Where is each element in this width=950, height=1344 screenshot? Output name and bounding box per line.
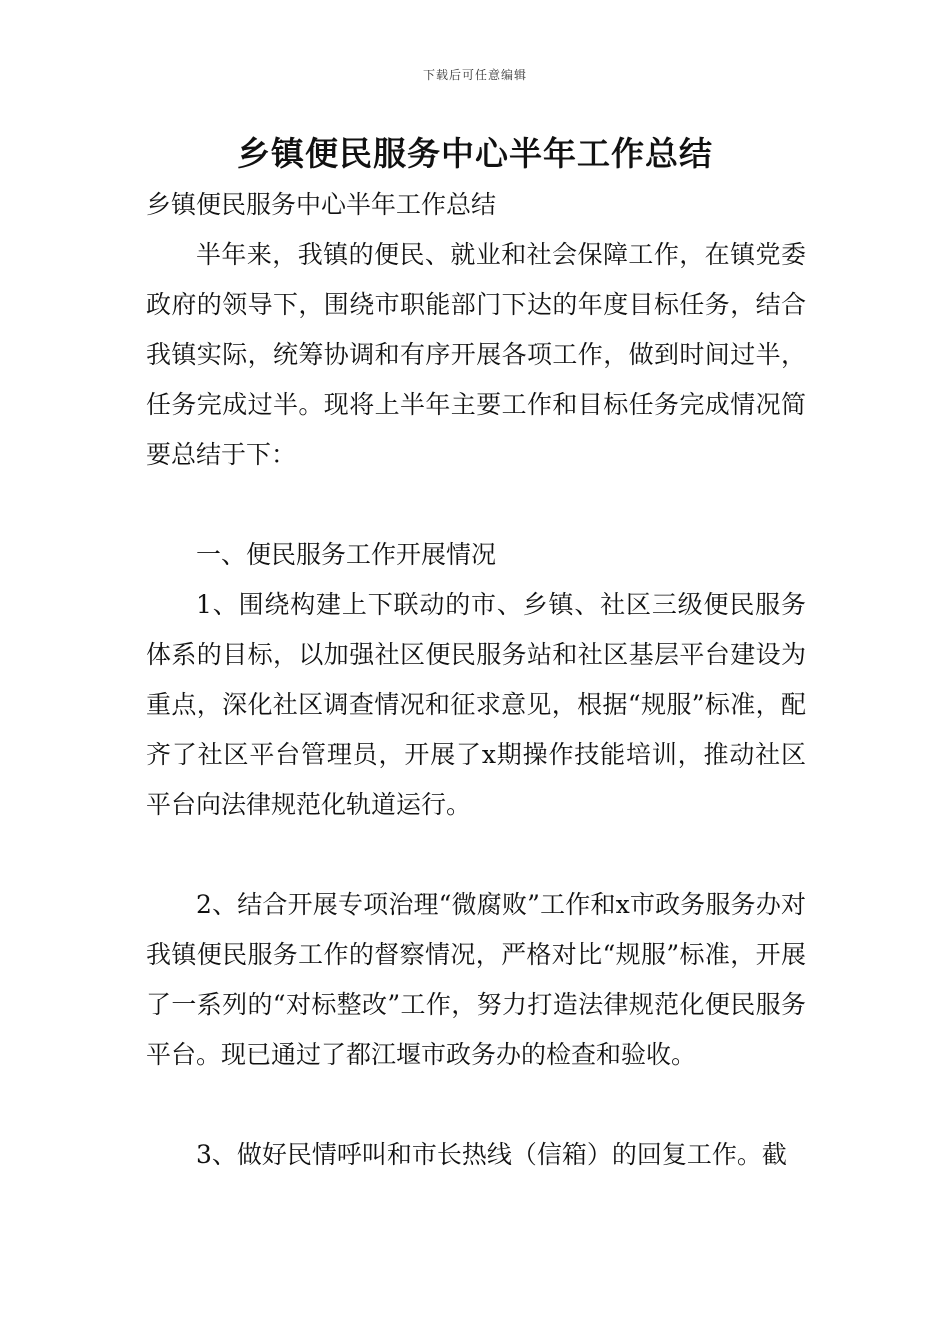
- header-note: 下载后可任意编辑: [422, 68, 527, 82]
- paragraph-item-2: 2、结合开展专项治理“微腐败”工作和x市政务服务办对我镇便民服务工作的督察情况，严格对比“规服”标准，开展了一系列的“对标整改”工作，努力打造法律规范化便民服务平台。现已通过了都江堰市政务办的检查和验收。: [146, 890, 806, 1069]
- section-heading-1: 一、便民服务工作开展情况: [196, 540, 497, 569]
- paragraph-item-3: 3、做好民情呼叫和市长热线（信箱）的回复工作。截: [196, 1140, 787, 1169]
- paragraph-item-1: 1、围绕构建上下联动的市、乡镇、社区三级便民服务体系的目标，以加强社区便民服务站和社区基层平台建设为重点，深化社区调查情况和征求意见，根据“规服”标准，配齐了社区平台管理员，开展了x期操作技能培训，推动社区平台向法律规范化轨道运行。: [146, 590, 806, 819]
- document-subtitle: 乡镇便民服务中心半年工作总结: [146, 190, 497, 219]
- document-title: 乡镇便民服务中心半年工作总结: [237, 134, 713, 173]
- document-body: [146, 180, 806, 1180]
- paragraph-intro: 半年来，我镇的便民、就业和社会保障工作，在镇党委政府的领导下，围绕市职能部门下达的年度目标任务，结合我镇实际，统筹协调和有序开展各项工作，做到时间过半，任务完成过半。现将上半年主要工作和目标任务完成情况简要总结于下：: [146, 240, 806, 469]
